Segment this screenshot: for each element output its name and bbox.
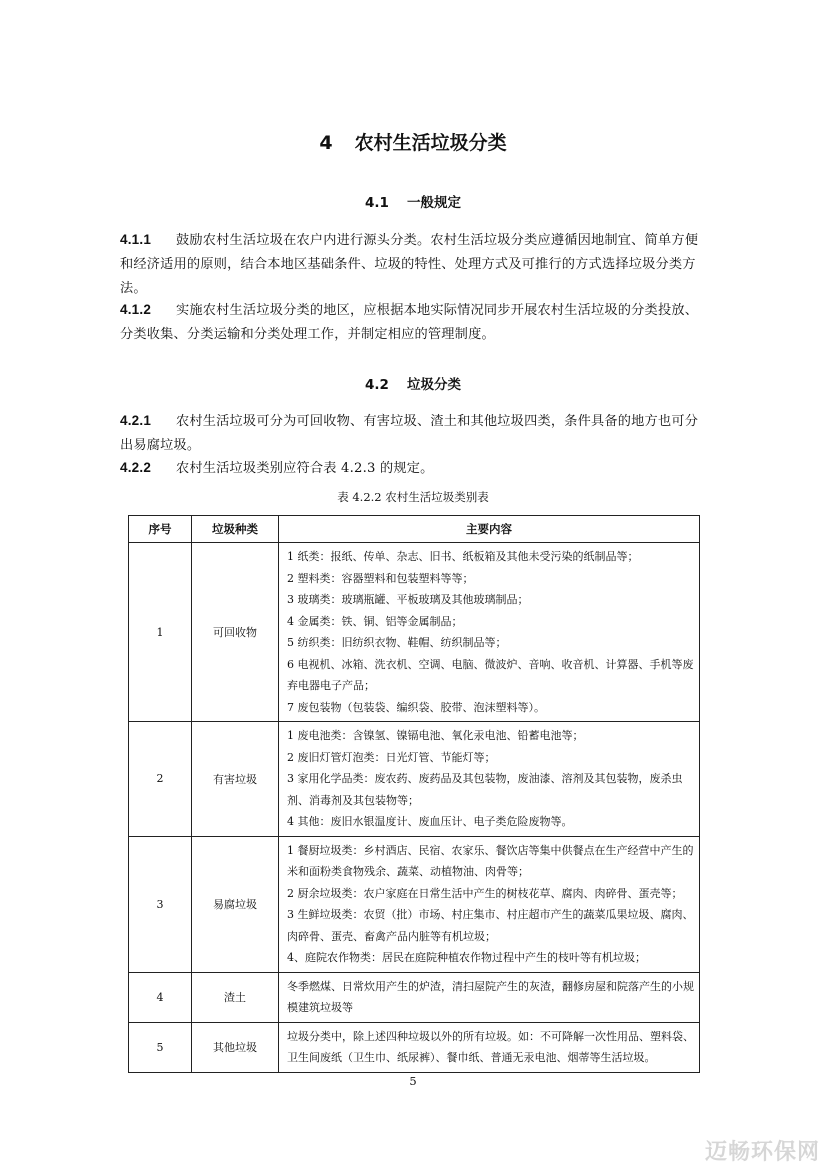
row-content bbox=[279, 836, 700, 972]
content-line: 垃圾分类中，除上述四种垃圾以外的所有垃圾。如：不可降解一次性用品、塑料袋、卫生间废纸（卫生巾、纸尿裤）、餐巾纸、普通无汞电池、烟蒂等生活垃圾。 bbox=[287, 1029, 694, 1064]
clause-4-2-1 bbox=[120, 409, 702, 458]
clause-number: 4.1.1 bbox=[120, 232, 152, 247]
content-line: 3 玻璃类：玻璃瓶罐、平板玻璃及其他玻璃制品； bbox=[287, 593, 529, 606]
chapter-title-text: 农村生活垃圾分类 bbox=[354, 132, 507, 154]
row-type: 易腐垃圾 bbox=[192, 836, 279, 972]
clause-4-1-1 bbox=[120, 228, 702, 301]
row-content bbox=[279, 972, 700, 1022]
content-line: 2 废旧灯管灯泡类：日光灯管、节能灯等； bbox=[287, 750, 496, 764]
table-row bbox=[129, 1022, 700, 1072]
clause-4-2-2 bbox=[120, 456, 702, 481]
content-line: 1 废电池类：含镍氢、镍镉电池、氧化汞电池、铅蓄电池等； bbox=[287, 729, 584, 742]
content-line: 5 纺织类：旧纺织衣物、鞋帽、纺织制品等； bbox=[287, 636, 507, 649]
clause-text: 鼓励农村生活垃圾在农户内进行源头分类。农村生活垃圾分类应遵循因地制宜、简单方便和经济适用的原则，结合本地区基础条件、垃圾的特性、处理方式及可推行的方式选择垃圾分类方法。 bbox=[120, 233, 699, 296]
row-type: 可回收物 bbox=[192, 543, 279, 722]
content-line: 4、庭院农作物类：居民在庭院种植农作物过程中产生的枝叶等有机垃圾； bbox=[287, 951, 646, 964]
section-title-4-1 bbox=[0, 191, 826, 211]
row-type: 有害垃圾 bbox=[192, 722, 279, 837]
row-type: 渣土 bbox=[192, 972, 279, 1022]
clause-number: 4.2.2 bbox=[120, 460, 152, 475]
content-line: 3 家用化学品类：废农药、废药品及其包装物，废油漆、溶剂及其包装物，废杀虫剂、消毒剂及其包装物等； bbox=[287, 772, 683, 807]
clause-4-1-2 bbox=[120, 298, 702, 347]
content-line: 2 塑料类：容器塑料和包装塑料等等； bbox=[287, 571, 474, 585]
watermark: 迈畅环保网 bbox=[704, 1140, 820, 1165]
page-number: 5 bbox=[409, 1074, 417, 1088]
section-number: 4.2 bbox=[365, 377, 389, 393]
waste-classification-table bbox=[128, 515, 700, 1073]
content-line: 7 废包装物（包装袋、编织袋、胶带、泡沫塑料等）。 bbox=[287, 700, 545, 714]
table-row bbox=[129, 972, 700, 1022]
section-title-text: 一般规定 bbox=[406, 195, 461, 211]
header-content: 主要内容 bbox=[279, 516, 700, 543]
row-content bbox=[279, 1022, 700, 1072]
clause-text: 农村生活垃圾类别应符合表 4.2.3 的规定。 bbox=[176, 461, 434, 476]
row-serial: 4 bbox=[129, 972, 192, 1022]
section-number: 4.1 bbox=[365, 195, 389, 211]
row-content bbox=[279, 722, 700, 837]
clause-text: 农村生活垃圾可分为可回收物、有害垃圾、渣土和其他垃圾四类，条件具备的地方也可分出易腐垃圾。 bbox=[120, 414, 699, 453]
row-serial: 1 bbox=[129, 543, 192, 722]
clause-text: 实施农村生活垃圾分类的地区，应根据本地实际情况同步开展农村生活垃圾的分类投放、分类收集、分类运输和分类处理工作，并制定相应的管理制度。 bbox=[120, 303, 699, 342]
content-line: 3 生鲜垃圾类：农贸（批）市场、村庄集市、村庄超市产生的蔬菜瓜果垃圾、腐肉、肉碎骨、蛋壳、畜禽产品内脏等有机垃圾； bbox=[287, 908, 694, 943]
chapter-number: 4 bbox=[319, 132, 333, 154]
row-serial: 2 bbox=[129, 722, 192, 837]
content-line: 4 其他：废旧水银温度计、废血压计、电子类危险废物等。 bbox=[287, 815, 573, 828]
section-title-4-2 bbox=[0, 373, 826, 393]
content-line: 1 餐厨垃圾类：乡村酒店、民宿、农家乐、餐饮店等集中供餐点在生产经营中产生的米和面粉类食物残余、蔬菜、动植物油、肉骨等； bbox=[287, 843, 694, 878]
header-type: 垃圾种类 bbox=[192, 516, 279, 543]
table-header-row bbox=[129, 516, 700, 543]
row-type: 其他垃圾 bbox=[192, 1022, 279, 1072]
table-row bbox=[129, 722, 700, 837]
content-line: 4 金属类：铁、铜、铝等金属制品； bbox=[287, 614, 463, 628]
row-content bbox=[279, 543, 700, 722]
header-serial: 序号 bbox=[129, 516, 192, 543]
chapter-title bbox=[0, 128, 826, 155]
table-caption: 表 4.2.2 农村生活垃圾类别表 bbox=[337, 490, 489, 504]
row-serial: 5 bbox=[129, 1022, 192, 1072]
table-row bbox=[129, 543, 700, 722]
content-line: 6 电视机、冰箱、洗衣机、空调、电脑、微波炉、音响、收音机、计算器、手机等废弃电器电子产品； bbox=[287, 657, 694, 692]
content-line: 2 厨余垃圾类：农户家庭在日常生活中产生的树枝花草、腐肉、肉碎骨、蛋壳等； bbox=[287, 886, 683, 900]
content-line: 冬季燃煤、日常炊用产生的炉渣，清扫屋院产生的灰渣，翻修房屋和院落产生的小规模建筑垃圾等 bbox=[287, 979, 694, 1014]
section-title-text: 垃圾分类 bbox=[406, 377, 461, 393]
clause-number: 4.1.2 bbox=[120, 302, 152, 317]
table-row bbox=[129, 836, 700, 972]
content-line: 1 纸类：报纸、传单、杂志、旧书、纸板箱及其他未受污染的纸制品等； bbox=[287, 550, 639, 563]
row-serial: 3 bbox=[129, 836, 192, 972]
clause-number: 4.2.1 bbox=[120, 413, 152, 428]
